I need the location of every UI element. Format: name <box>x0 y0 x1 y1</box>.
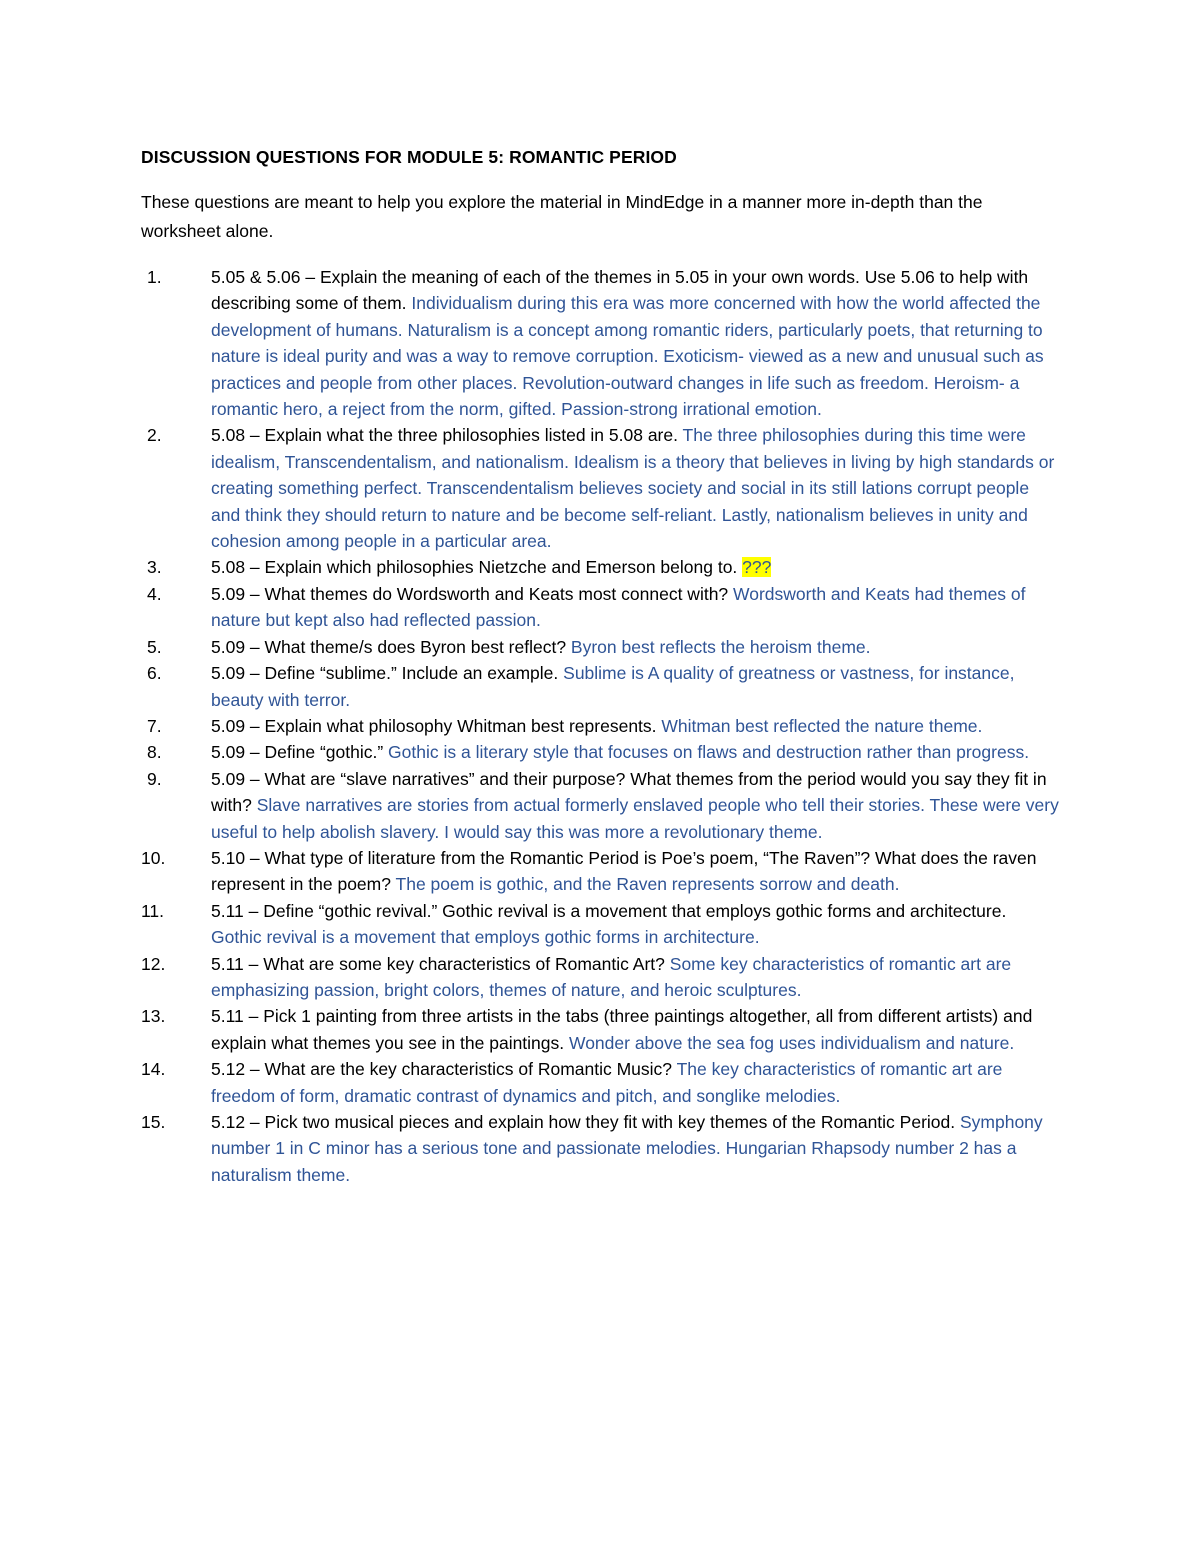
question-number: 10. <box>141 847 166 868</box>
question-text: 5.09 – What are “slave narratives” and their purpose? What themes from the period would you say they fit in with? <box>211 768 1047 816</box>
question-item-1 <box>141 264 1061 422</box>
answer-text: Byron best reflects the heroism theme. <box>570 636 871 657</box>
answer-text: Sublime is A quality of greatness or vastness, for instance, beauty with terror. <box>211 663 1015 710</box>
question-item-3 <box>141 554 1061 580</box>
question-text: 5.11 – Pick 1 painting from three artists in the tabs (three paintings altogether, all from different artists) and explain what themes you see in the paintings. <box>211 1006 1033 1053</box>
question-item-12 <box>141 951 1061 1004</box>
question-text: 5.12 – What are the key characteristics of Romantic Music? <box>211 1059 677 1080</box>
question-number: 9. <box>147 768 162 789</box>
answer-text: Some key characteristics of romantic art are emphasizing passion, bright colors, themes of nature, and heroic sculptures. <box>211 953 1012 1000</box>
question-item-6 <box>141 660 1061 713</box>
question-number: 1. <box>147 267 162 287</box>
question-text: 5.09 – What themes do Wordsworth and Keats most connect with? <box>211 583 734 604</box>
question-text: 5.09 – Define “sublime.” Include an example. <box>211 663 564 684</box>
question-item-9 <box>141 766 1061 845</box>
question-item-8 <box>141 739 1061 765</box>
answer-text: Wonder above the sea fog uses individualism and nature. <box>569 1032 1015 1053</box>
question-number: 3. <box>147 557 162 578</box>
question-text: 5.09 – Explain what philosophy Whitman best represents. <box>211 715 662 736</box>
question-item-2 <box>141 422 1061 554</box>
question-item-10 <box>141 845 1061 898</box>
question-text: 5.08 – Explain what the three philosophies listed in 5.08 are. <box>211 425 683 446</box>
question-item-13 <box>141 1003 1061 1056</box>
question-text: 5.05 & 5.06 – Explain the meaning of each of the themes in 5.05 in your own words. Use 5.06 to help with describing some of them. <box>211 267 1029 314</box>
answer-text: Whitman best reflected the nature theme. <box>661 715 983 736</box>
answer-text: Gothic revival is a movement that employs gothic forms in architecture. <box>211 927 760 948</box>
question-item-11 <box>141 898 1061 951</box>
answer-text: Gothic is a literary style that focuses on flaws and destruction rather than progress. <box>388 742 1030 763</box>
question-number: 5. <box>147 636 162 657</box>
question-text: 5.09 – What theme/s does Byron best reflect? <box>211 636 571 657</box>
question-number: 11. <box>141 900 165 921</box>
question-item-14 <box>141 1056 1061 1109</box>
document-page <box>141 144 1061 1188</box>
question-item-7 <box>141 713 1061 739</box>
question-item-5 <box>141 634 1061 660</box>
question-item-15 <box>141 1109 1061 1188</box>
answer-text: Slave narratives are stories from actual formerly enslaved people who tell their stories. These were very useful to help abolish slavery. I would say this was more a revolutionary theme. <box>211 795 1059 842</box>
answer-text: Wordsworth and Keats had themes of nature but kept also had reflected passion. <box>211 583 1026 631</box>
question-text: 5.09 – Define “gothic.” <box>211 742 389 763</box>
document-intro: These questions are meant to help you explore the material in MindEdge in a manner more in-depth than the worksheet alone. <box>141 192 983 241</box>
question-text: 5.12 – Pick two musical pieces and explain how they fit with key themes of the Romantic Period. <box>211 1112 960 1132</box>
question-number: 2. <box>147 425 162 446</box>
answer-text: Individualism during this era was more concerned with how the world affected the development of humans. Naturalism is a concept among romantic riders, particularly poets, that returning to nature is ideal purity and was a way to remove corruption. Exoticism- viewed as a new and unusual such as practices and people from other places. Revolution-outward changes in life such as freedom. Heroism- a romantic hero, a reject from the norm, gifted. Passion-strong irrational emotion. <box>211 293 1044 420</box>
question-list <box>141 264 1061 1188</box>
question-item-4 <box>141 581 1061 634</box>
question-number: 12. <box>141 953 166 974</box>
question-number: 15. <box>141 1112 166 1132</box>
answer-text: The key characteristics of romantic art are freedom of form, dramatic contrast of dynamics and pitch, and songlike melodies. <box>211 1059 1003 1106</box>
answer-text: The poem is gothic, and the Raven represents sorrow and death. <box>395 874 900 895</box>
question-number: 4. <box>147 583 162 604</box>
question-number: 13. <box>141 1006 166 1027</box>
question-number: 8. <box>147 742 162 763</box>
question-text: 5.11 – Define “gothic revival.” Gothic revival is a movement that employs gothic forms and architecture. <box>211 900 1007 921</box>
question-number: 14. <box>141 1059 166 1080</box>
question-text: 5.08 – Explain which philosophies Nietzche and Emerson belong to. <box>211 557 743 578</box>
question-number: 7. <box>147 715 162 736</box>
answer-text: The three philosophies during this time were idealism, Transcendentalism, and nationalism. Idealism is a theory that believes in living by high standards or creating something perfect. Transcendentalism believes society and social in its still lations corrupt people and think they should return to nature and be become self-reliant. Lastly, nationalism believes in unity and cohesion among people in a particular area. <box>211 425 1055 552</box>
answer-text: Symphony number 1 in C minor has a serious tone and passionate melodies. Hungarian Rhapsody number 2 has a naturalism theme. <box>211 1112 1043 1185</box>
question-number: 6. <box>147 663 162 684</box>
question-text: 5.11 – What are some key characteristics of Romantic Art? <box>211 953 670 974</box>
highlighted-answer: ??? <box>742 557 772 578</box>
document-title: DISCUSSION QUESTIONS FOR MODULE 5: ROMANTIC PERIOD <box>141 147 677 167</box>
question-text: 5.10 – What type of literature from the Romantic Period is Poe’s poem, “The Raven”? What does the raven represent in the poem? <box>211 847 1037 895</box>
